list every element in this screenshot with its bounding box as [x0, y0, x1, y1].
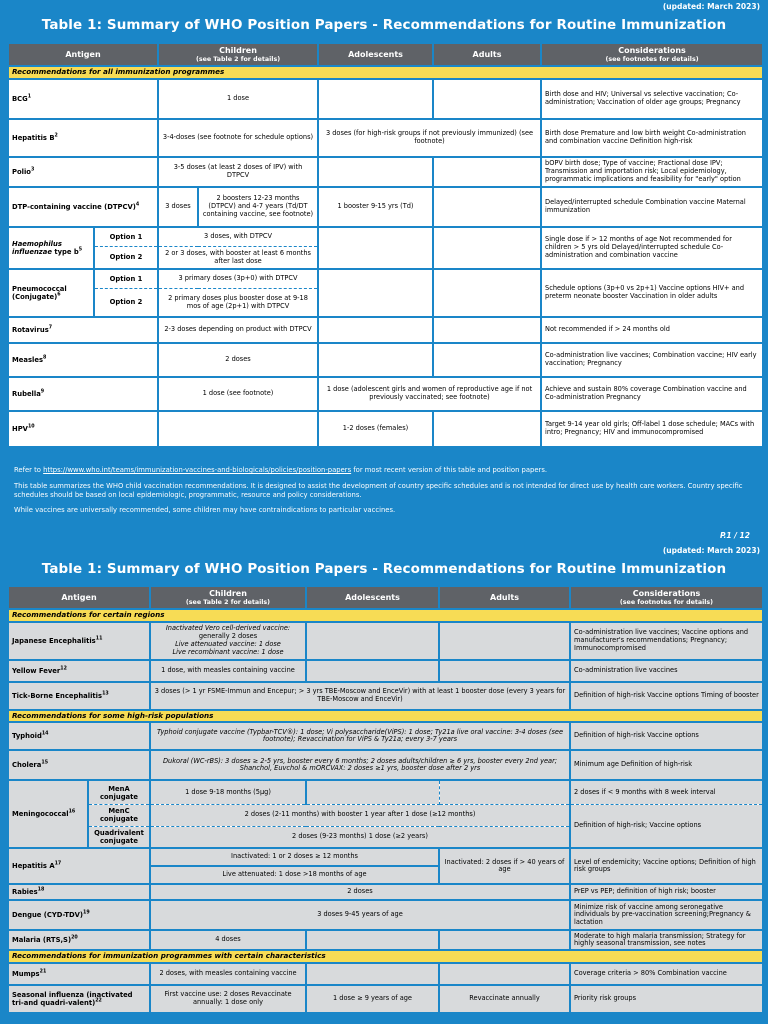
- table-header-row: [8, 43, 763, 66]
- updated-date-2: (updated: March 2023): [662, 546, 760, 555]
- antigen-name: Rotavirus$^7$: [8, 317, 158, 343]
- contraindication-note: While vaccines are universally recommended, some children may have contraindications to particular vaccines.: [14, 506, 396, 515]
- table-row: Pneumococcal (Conjugate)$^6$ Option 1 3 primary doses (3p+0) with DTPCV Schedule options (3p+0 vs 2p+1) Vaccine options HIV+ and preterm neonate booster Vaccination in older adults: [8, 269, 763, 289]
- table-row: Tick-Borne Encephalitis$^{13}$ 3 doses (> 1 yr FSME-Immun and Encepur; > 3 yrs TBE-Moscow and EnceVir) with at least 1 booster dose (every 3 years for TBE-Moscow and EnceVir) Definition of high-risk Vaccine options Timing of booster: [8, 682, 763, 710]
- antigen-name: Measles$^8$: [8, 343, 158, 377]
- table-row: Dengue $(CYD-TDV)^{19}$ 3 doses 9-45 years of age Minimize risk of vaccine among seronegative individuals by pre-vaccination screening;Pregnancy & lactation: [8, 900, 763, 930]
- header-children: Children (see Table 2 for details): [158, 43, 318, 66]
- updated-date: (updated: March 2023): [662, 2, 760, 11]
- table-row: Rabies$^{18}$ 2 doses PrEP vs PEP; definition of high risk; booster: [8, 884, 763, 900]
- table-row: BCG$^1$ 1 dose Birth dose and HIV; Universal vs selective vaccination; Co-administration; Vaccination of older age groups; Pregnancy: [8, 79, 763, 119]
- summary-note: This table summarizes the WHO child vaccination recommendations. It is designed to assist the development of country specific schedules and is not intended for direct use by health care workers. Country specific schedules should be based on local epidemiologic, programmatic, resource and policy considerations.: [14, 481, 743, 499]
- antigen-name: DTP-containing vaccine (DTPCV)$^4$: [8, 187, 158, 227]
- page-title: Table 1: Summary of WHO Position Papers - Recommendations for Routine Immunization: [41, 17, 727, 33]
- section-characteristics: Recommendations for immunization programmes with certain characteristics: [8, 950, 763, 963]
- antigen-name: Rubella$^9$: [8, 377, 158, 411]
- antigen-name: HPV$^{10}$: [8, 411, 158, 447]
- antigen-name: Hepatitis $B^2$: [8, 119, 158, 157]
- immunization-table-2: Antigen Children (see Table 2 for details) Adolescents Adults Considerations (see footnotes for details) Recommendations for certain regions Japanese Encephalitis$^{11}$ Inactivated Vero cell-derived vaccine: generally 2 doses Live attenuated vaccine: 1 dose Live recombinant vaccine: 1 dose Co-administration live vaccines; Vaccine options and manufacturer's recommendations; Pregnancy; Immunocompromised Yellow Fever$^{12}$ 1 dose, with measles containing vaccine Co-administration live vaccines Tick-Borne Encephalitis$^{13}$ 3 doses (> 1 yr FSME-Immun and Encepur; > 3 yrs TBE-Moscow and EnceVir) with at least 1 booster dose (every 3 years for TBE-Moscow and EnceVir) Definition of high-risk Vaccine options Timing of booster Recommendations for some high-risk populations Typhoid$^{14}$ Typhoid conjugate vaccine (Typbar-TCV®): 1 dose; Vi polysaccharide(ViPS): 1 dose; Ty21a live oral vaccine: 3-4 doses (see footnote); Revaccination for ViPS & Ty21a; every 3-7 years Definition of high-risk Vaccine options Cholera$^{15}$ Dukoral (WC-rBS): 3 doses ≥ 2-5 yrs, booster every 6 months; 2 doses adults/children ≥ 6 yrs, booster every 2nd year; Shanchol, Euvchol & mORCVAX: 2 doses ≥1 yrs, booster dose after 2 yrs Minimum age Definition of high-risk Meningococcal$^{16}$ MenA conjugate 1 dose 9-18 months (5µg) 2 doses if < 9 months with 8 week interval MenC conjugate 2 doses (2-11 months) with booster 1 year after 1 dose (≥12 months) Definition of high-risk; Vaccine options Quadrivalent conjugate 2 doses (9-23 months) 1 dose (≥2 years) Hepatitis $A^{17}$ Inactivated: 1 or 2 doses ≥ 12 months Inactivated: 2 doses if > 40 years of age Level of endemicity; Vaccine options; Definition of high risk groups Live attenuated: 1 dose >18 months of age Rabies$^{18}$ 2 doses PrEP vs PEP; definition of high risk; booster Dengue $(CYD-TDV)^{19}$ 3 doses 9-45 years of age Minimize risk of vaccine among seronegative individuals by pre-vaccination screening;Pregnancy & lactation Malaria $(RTS,S)^{20}$ 4 doses Moderate to high malaria transmission; Strategy for highly seasonal transmission, see notes Recommendations for immunization programmes with certain characteristics Mumps$^{21}$ 2 doses, with measles containing vaccine Coverage criteria > 80% Combination vaccine Seasonal influenza (inactivated tri-and quadri-valent)$^{22}$ First vaccine use: 2 doses Revaccinate annually: 1 dose only 1 dose ≥ 9 years of age Revaccinate annually Priority risk groups: [7, 585, 764, 1014]
- page-number: P.1 / 12: [719, 531, 750, 540]
- table-row: Malaria $(RTS,S)^{20}$ 4 doses Moderate to high malaria transmission; Strategy for highly seasonal transmission, see notes: [8, 930, 763, 950]
- section-all-programmes: Recommendations for all immunization programmes: [8, 66, 763, 79]
- table-header-row: Antigen Children (see Table 2 for details) Adolescents Adults Considerations (see footnotes for details): [8, 586, 763, 609]
- header-adolescents: Adolescents: [318, 43, 433, 66]
- position-papers-link[interactable]: https://www.who.int/teams/immunization-vaccines-and-biologicals/policies/position-papers: [43, 466, 352, 474]
- section-high-risk: Recommendations for some high-risk populations: [8, 710, 763, 723]
- table-row: Rotavirus$^7$ 2-3 doses depending on product with DTPCV Not recommended if > 24 months old: [8, 317, 763, 343]
- table-row: HPV$^{10}$ 1-2 doses (females) Target 9-14 year old girls; Off-label 1 dose schedule; MACs with intro; Pregnancy; HIV and immunocompromised: [8, 411, 763, 447]
- notes: [14, 466, 754, 522]
- table-row: Hepatitis $B^2$ 3-4-doses (see footnote for schedule options) 3 doses (for high-risk groups if not previously immunized) (see footnote) Birth dose Premature and low birth weight Co-administration and combination vaccine Definition high-risk: [8, 119, 763, 157]
- table-row: Mumps$^{21}$ 2 doses, with measles containing vaccine Coverage criteria > 80% Combination vaccine: [8, 963, 763, 985]
- header-adults: Adults: [433, 43, 541, 66]
- table-row: Hepatitis $A^{17}$ Inactivated: 1 or 2 doses ≥ 12 months Inactivated: 2 doses if > 40 years of age Level of endemicity; Vaccine options; Definition of high risk groups: [8, 848, 763, 866]
- table-row: Seasonal influenza (inactivated tri-and quadri-valent)$^{22}$ First vaccine use: 2 doses Revaccinate annually: 1 dose only 1 dose ≥ 9 years of age Revaccinate annually Priority risk groups: [8, 985, 763, 1013]
- table-row: DTP-containing vaccine (DTPCV)$^4$ 3 doses 2 boosters 12-23 months (DTPCV) and 4-7 years (Td/DT containing vaccine, see footnote) 1 booster 9-15 yrs (Td) Delayed/interrupted schedule Combination vaccine Maternal immunization: [8, 187, 763, 227]
- table-row: Yellow Fever$^{12}$ 1 dose, with measles containing vaccine Co-administration live vaccines: [8, 660, 763, 682]
- antigen-name: Haemophilus influenzae type $b^5$: [8, 227, 94, 269]
- page-title-2: Table 1: Summary of WHO Position Papers - Recommendations for Routine Immunization: [41, 561, 727, 577]
- table-row: Measles$^8$ 2 doses Co-administration live vaccines; Combination vaccine; HIV early vaccination; Pregnancy: [8, 343, 763, 377]
- table-row: Japanese Encephalitis$^{11}$ Inactivated Vero cell-derived vaccine: generally 2 doses Live attenuated vaccine: 1 dose Live recombinant vaccine: 1 dose Co-administration live vaccines; Vaccine options and manufacturer's recommendations; Pregnancy; Immunocompromised: [8, 622, 763, 660]
- antigen-name: BCG$^1$: [8, 79, 158, 119]
- table-row: Haemophilus influenzae type $b^5$ Option 1 3 doses, with DTPCV Single dose if > 12 months of age Not recommended for children > 5 yrs old Delayed/interrupted schedule Co-administration and combination vaccine: [8, 227, 763, 247]
- table-row: Meningococcal$^{16}$ MenA conjugate 1 dose 9-18 months (5µg) 2 doses if < 9 months with 8 week interval: [8, 780, 763, 804]
- table-row: Rubella$^9$ 1 dose (see footnote) 1 dose (adolescent girls and women of reproductive age if not previously vaccinated; see footnote) Achieve and sustain 80% coverage Combination vaccine and Co-administration Pregnancy: [8, 377, 763, 411]
- antigen-name: Polio$^3$: [8, 157, 158, 187]
- header-antigen: Antigen: [8, 43, 158, 66]
- section-regions: Recommendations for certain regions: [8, 609, 763, 622]
- header-considerations: Considerations (see footnotes for details): [541, 43, 763, 66]
- immunization-table-1: Antigen Children (see Table 2 for details) Adolescents Adults Considerations (see footnotes for details) Recommendations for all immunization programmes BCG$^1$ 1 dose Birth dose and HIV; Universal vs selective vaccination; Co-administration; Vaccination of older age groups; Pregnancy Hepatitis $B^2$ 3-4-doses (see footnote for schedule options) 3 doses (for high-risk groups if not previously immunized) (see footnote) Birth dose Premature and low birth weight Co-administration and combination vaccine Definition high-risk Polio$^3$ 3-5 doses (at least 2 doses of IPV) with DTPCV bOPV birth dose; Type of vaccine; Fractional dose IPV; Transmission and importation risk; Local epidemiology, programmatic implications and feasibility for "early" option DTP-containing vaccine (DTPCV)$^4$ 3 doses 2 boosters 12-23 months (DTPCV) and 4-7 years (Td/DT containing vaccine, see footnote) 1 booster 9-15 yrs (Td) Delayed/interrupted schedule Combination vaccine Maternal immunization Haemophilus influenzae type $b^5$ Option 1 3 doses, with DTPCV Single dose if > 12 months of age Not recommended for children > 5 yrs old Delayed/interrupted schedule Co-administration and combination vaccine Option 2 2 or 3 doses, with booster at least 6 months after last dose Pneumococcal (Conjugate)$^6$ Option 1 3 primary doses (3p+0) with DTPCV Schedule options (3p+0 vs 2p+1) Vaccine options HIV+ and preterm neonate booster Vaccination in older adults Option 2 2 primary doses plus booster dose at 9-18 mos of age (2p+1) with DTPCV Rotavirus$^7$ 2-3 doses depending on product with DTPCV Not recommended if > 24 months old Measles$^8$ 2 doses Co-administration live vaccines; Combination vaccine; HIV early vaccination; Pregnancy Rubella$^9$ 1 dose (see footnote) 1 dose (adolescent girls and women of reproductive age if not previously vaccinated; see footnote) Achieve and sustain 80% coverage Combination vaccine and Co-administration Pregnancy HPV$^{10}$ 1-2 doses (females) Target 9-14 year old girls; Off-label 1 dose schedule; MACs with intro; Pregnancy; HIV and immunocompromised: [7, 42, 764, 448]
- antigen-name: Pneumococcal (Conjugate)$^6$: [8, 269, 94, 317]
- table-row: Polio$^3$ 3-5 doses (at least 2 doses of IPV) with DTPCV bOPV birth dose; Type of vaccine; Fractional dose IPV; Transmission and importation risk; Local epidemiology, programmatic implications and feasibility for "early" option: [8, 157, 763, 187]
- table-row: Cholera$^{15}$ Dukoral (WC-rBS): 3 doses ≥ 2-5 yrs, booster every 6 months; 2 doses adults/children ≥ 6 yrs, booster every 2nd year; Shanchol, Euvchol & mORCVAX: 2 doses ≥1 yrs, booster dose after 2 yrs Minimum age Definition of high-risk: [8, 750, 763, 780]
- table-row: Typhoid$^{14}$ Typhoid conjugate vaccine (Typbar-TCV®): 1 dose; Vi polysaccharide(ViPS): 1 dose; Ty21a live oral vaccine: 3-4 doses (see footnote); Revaccination for ViPS & Ty21a; every 3-7 years Definition of high-risk Vaccine options: [8, 722, 763, 750]
- refer-note: Refer to https://www.who.int/teams/immunization-vaccines-and-biologicals/policies/position-papers for most recent version of this table and position papers.: [14, 466, 548, 474]
